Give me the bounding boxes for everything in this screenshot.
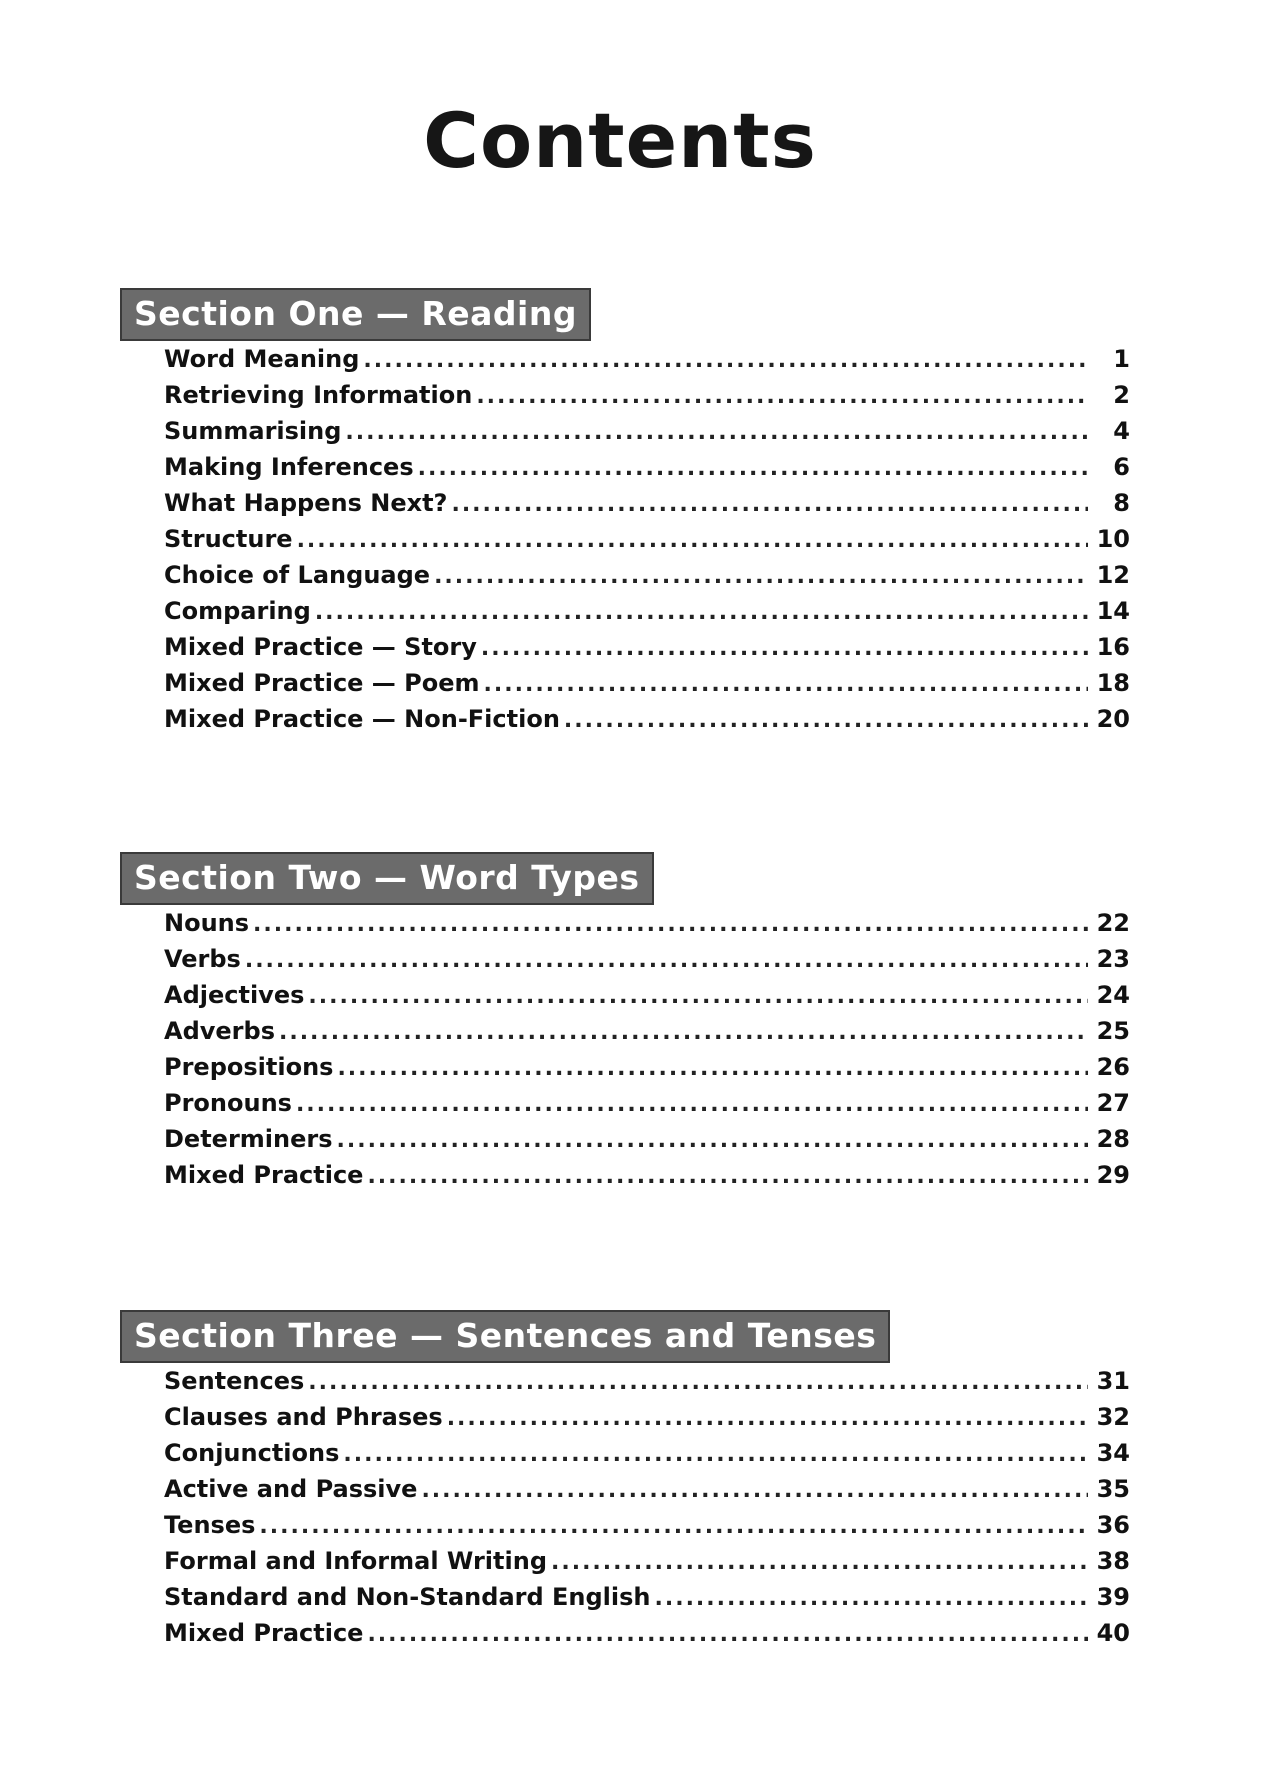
page-number: 26: [1096, 1053, 1130, 1081]
page-number: 28: [1096, 1125, 1130, 1153]
dot-leader: [564, 708, 1088, 733]
dot-leader: [337, 1056, 1088, 1081]
dot-leader: [363, 348, 1088, 373]
toc-entry[interactable]: [164, 1619, 1130, 1655]
toc-entry[interactable]: [164, 453, 1130, 489]
toc-entry[interactable]: [164, 1439, 1130, 1475]
entry-title: Determiners: [164, 1125, 333, 1153]
page-title: Contents: [423, 96, 817, 185]
entry-title: Retrieving Information: [164, 381, 473, 409]
dot-leader: [367, 1164, 1088, 1189]
entry-title: Summarising: [164, 417, 342, 445]
page-number: 4: [1113, 417, 1130, 445]
page-number: 22: [1096, 909, 1130, 937]
toc-entry[interactable]: [164, 705, 1130, 741]
page-number: 6: [1113, 453, 1130, 481]
dot-leader: [476, 384, 1088, 409]
toc-entry[interactable]: [164, 945, 1130, 981]
toc-entry[interactable]: [164, 669, 1130, 705]
dot-leader: [447, 1406, 1088, 1431]
page-number: 40: [1096, 1619, 1130, 1647]
entry-title: Standard and Non-Standard English: [164, 1583, 651, 1611]
dot-leader: [259, 1514, 1088, 1539]
toc-entry[interactable]: [164, 1367, 1130, 1403]
page-number: 38: [1096, 1547, 1130, 1575]
section-header: Section Two — Word Types: [120, 852, 654, 905]
dot-leader: [434, 564, 1088, 589]
entry-title: Verbs: [164, 945, 241, 973]
entry-title: Mixed Practice — Non-Fiction: [164, 705, 560, 733]
dot-leader: [253, 912, 1088, 937]
dot-leader: [315, 600, 1088, 625]
toc-entry[interactable]: [164, 345, 1130, 381]
entry-title: Mixed Practice — Poem: [164, 669, 480, 697]
toc-entry[interactable]: [164, 417, 1130, 453]
entry-list: [120, 345, 1130, 741]
dot-leader: [245, 948, 1088, 973]
toc-entry[interactable]: [164, 1125, 1130, 1161]
page-number: 27: [1096, 1089, 1130, 1117]
toc-entry[interactable]: [164, 1053, 1130, 1089]
entry-title: Prepositions: [164, 1053, 334, 1081]
entry-title: Mixed Practice: [164, 1619, 364, 1647]
entry-title: Conjunctions: [164, 1439, 340, 1467]
page-number: 8: [1113, 489, 1130, 517]
entry-title: Mixed Practice — Story: [164, 633, 477, 661]
toc-entry[interactable]: [164, 1017, 1130, 1053]
page-number: 32: [1096, 1403, 1130, 1431]
entry-title: Formal and Informal Writing: [164, 1547, 547, 1575]
page-number: 12: [1096, 561, 1130, 589]
toc-entry[interactable]: [164, 597, 1130, 633]
section-header: Section Three — Sentences and Tenses: [120, 1310, 890, 1363]
entry-title: Nouns: [164, 909, 250, 937]
page-number: 35: [1096, 1475, 1130, 1503]
page-number: 31: [1096, 1367, 1130, 1395]
entry-title: Pronouns: [164, 1089, 292, 1117]
toc-entry[interactable]: [164, 633, 1130, 669]
page-number: 29: [1096, 1161, 1130, 1189]
page-number: 18: [1096, 669, 1130, 697]
entry-title: Sentences: [164, 1367, 305, 1395]
entry-list: [120, 909, 1130, 1197]
section-header: Section One — Reading: [120, 288, 591, 341]
entry-title: Word Meaning: [164, 345, 360, 373]
dot-leader: [297, 528, 1088, 553]
toc-entry[interactable]: [164, 981, 1130, 1017]
page-number: 16: [1096, 633, 1130, 661]
page-number: 25: [1096, 1017, 1130, 1045]
section-word-types: [120, 852, 1130, 1197]
toc-entry[interactable]: [164, 1403, 1130, 1439]
page-number: 1: [1113, 345, 1130, 373]
entry-title: Tenses: [164, 1511, 256, 1539]
entry-title: Mixed Practice: [164, 1161, 364, 1189]
toc-entry[interactable]: [164, 1511, 1130, 1547]
dot-leader: [481, 636, 1088, 661]
toc-entry[interactable]: [164, 489, 1130, 525]
entry-title: Active and Passive: [164, 1475, 418, 1503]
page-number: 24: [1096, 981, 1130, 1009]
toc-entry[interactable]: [164, 561, 1130, 597]
dot-leader: [484, 672, 1088, 697]
dot-leader: [421, 1478, 1088, 1503]
toc-entry[interactable]: [164, 1547, 1130, 1583]
page-number: 39: [1096, 1583, 1130, 1611]
dot-leader: [345, 420, 1088, 445]
dot-leader: [343, 1442, 1088, 1467]
toc-entry[interactable]: [164, 1583, 1130, 1619]
dot-leader: [279, 1020, 1088, 1045]
page-number: 10: [1096, 525, 1130, 553]
section-reading: [120, 288, 1130, 741]
page-number: 23: [1096, 945, 1130, 973]
toc-entry[interactable]: [164, 1161, 1130, 1197]
toc-entry[interactable]: [164, 525, 1130, 561]
entry-title: Structure: [164, 525, 293, 553]
page-number: 36: [1096, 1511, 1130, 1539]
page-number: 34: [1096, 1439, 1130, 1467]
section-sentences-tenses: [120, 1310, 1130, 1655]
toc-entry[interactable]: [164, 1089, 1130, 1125]
entry-title: Clauses and Phrases: [164, 1403, 443, 1431]
entry-title: What Happens Next?: [164, 489, 448, 517]
entry-title: Comparing: [164, 597, 311, 625]
entry-title: Adjectives: [164, 981, 305, 1009]
toc-entry[interactable]: [164, 381, 1130, 417]
toc-entry[interactable]: [164, 909, 1130, 945]
dot-leader: [308, 1370, 1088, 1395]
dot-leader: [451, 492, 1088, 517]
dot-leader: [337, 1128, 1088, 1153]
dot-leader: [418, 456, 1088, 481]
entry-title: Choice of Language: [164, 561, 431, 589]
page-number: 2: [1113, 381, 1130, 409]
page-number: 20: [1096, 705, 1130, 733]
entry-list: [120, 1367, 1130, 1655]
dot-leader: [296, 1092, 1088, 1117]
page-number: 14: [1096, 597, 1130, 625]
entry-title: Making Inferences: [164, 453, 414, 481]
entry-title: Adverbs: [164, 1017, 275, 1045]
dot-leader: [655, 1586, 1089, 1611]
toc-entry[interactable]: [164, 1475, 1130, 1511]
dot-leader: [367, 1622, 1088, 1647]
dot-leader: [551, 1550, 1088, 1575]
dot-leader: [308, 984, 1088, 1009]
